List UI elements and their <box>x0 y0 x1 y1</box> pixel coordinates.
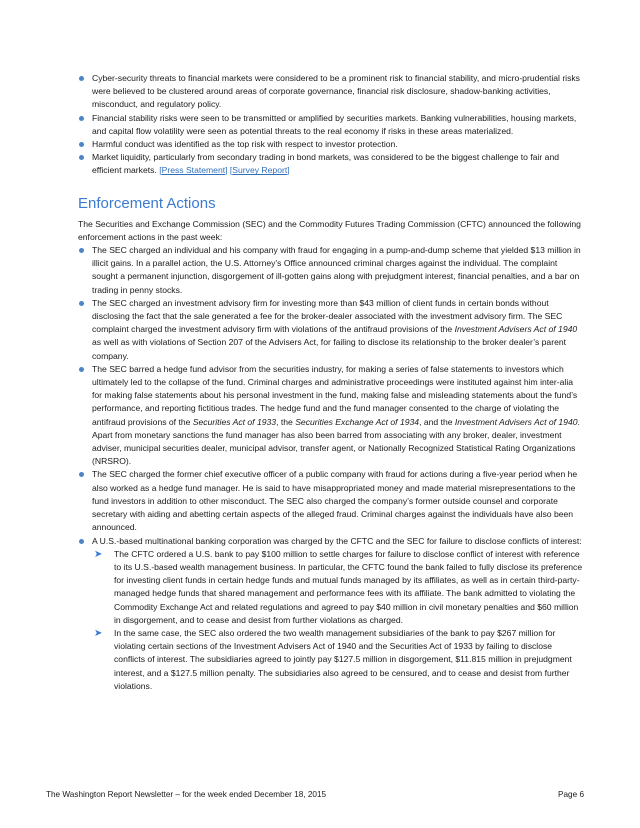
list-item <box>78 468 584 534</box>
bullet-text: Financial stability risks were seen to be transmitted or amplified by securities markets. Banking vulnerabilities, housing markets, and capital flow volatility were seen as potential threats to the real economy if risks in these areas materialized. <box>92 112 577 136</box>
page-footer <box>46 790 584 799</box>
list-item <box>78 112 584 138</box>
bullet-text: Cyber-security threats to financial markets were considered to be a prominent risk to financial stability, and micro-prudential risks were believed to be clustered around areas of corporate governance, financial risk disclosure, shadow-banking activities, misconduct, and regulatory policy. <box>92 73 580 110</box>
bullet-icon <box>79 116 84 121</box>
separator-text: , and the <box>419 416 455 427</box>
sub-item-text: In the same case, the SEC also ordered the two wealth management subsidiaries of the bank to pay $267 million for violating certain sections of the Investment Advisers Act of 1940 and the Securities Act of 1933 by failing to disclose conflicts of interest. The subsidiaries agreed to jointly pay $127.5 million in disgorgement, $11.815 million in prejudgment interest, and a $127.5 million penalty. The subsidiaries also agreed to be censured, and to cease and desist from further violations. <box>114 627 572 691</box>
arrow-bullet-icon: ➤ <box>94 548 103 560</box>
sub-list-item <box>92 548 584 627</box>
bullet-icon <box>79 539 84 544</box>
bullet-text: The SEC charged an investment advisory firm for investing more than $43 million of client funds in certain bonds without disclosing the fact that the sale generated a fee for the broker-dealer associated with the investment advisory firm. The SEC complaint charged the investment advisory firm with violations of the antifraud provisions of the <box>92 297 563 335</box>
bullet-text: The SEC barred a hedge fund advisor from the securities industry, for making a series of false statements to investors which ultimately led to the collapse of the fund. Criminal charges and administrative proceedings were instituted against him inter-alia for making false statements about his personal investment in the fund, making false and misleading statements about the fund’s performance, and reporting fictitious trades. The hedge fund and the fund manager consented to the charge of violating the antifraud provisions of the <box>92 363 578 427</box>
bullet-icon <box>79 248 84 253</box>
bullet-text: The SEC charged an individual and his company with fraud for engaging in a pump-and-dump scheme that yielded $13 million in illicit gains. In a parallel action, the U.S. Attorney’s Office announced criminal charges against the individual. The complaint sought a permanent injunction, disgorgement of ill-gotten gains along with prejudgment interest, financial penalties, and a bar on trading in penny stocks. <box>92 245 581 295</box>
act-name: Securities Act of 1933 <box>192 416 277 427</box>
list-item <box>78 138 584 151</box>
bullet-icon <box>79 142 84 147</box>
list-item <box>78 151 584 177</box>
bullet-text: The SEC charged the former chief executive officer of a public company with fraud for actions during a five-year period when he also worked as a hedge fund manager. He is said to have misappropriated money and made material misrepresentations to the fund investors in addition to other misconduct. The SEC also charged the company’s former outside counsel and corporate secretary with aiding and abetting certain aspects of the alleged fraud. Criminal charges against the individuals have also been announced. <box>92 469 578 533</box>
enforcement-list <box>78 244 584 693</box>
list-item <box>78 72 584 112</box>
section-intro: The Securities and Exchange Commission (SEC) and the Commodity Futures Trading Commission (CFTC) announced the following enforcement actions in the past week: <box>78 218 581 242</box>
footer-title: The Washington Report Newsletter – for the week ended December 18, 2015 <box>46 790 327 799</box>
top-bullet-list <box>78 72 584 178</box>
bullet-text: A U.S.-based multinational banking corporation was charged by the CFTC and the SEC for failure to disclose conflicts of interest: <box>92 535 582 546</box>
bullet-text: as well as with violations of Section 207 of the Advisers Act, for failing to disclose its relationship to the broker dealer’s parent company. <box>92 337 567 361</box>
section-heading: Enforcement Actions <box>78 194 216 212</box>
act-name: Securities Exchange Act of 1934 <box>295 416 420 427</box>
bullet-icon <box>79 301 84 306</box>
bullet-icon <box>79 472 84 477</box>
list-item <box>78 363 584 469</box>
page-number: Page 6 <box>558 790 584 799</box>
bullet-icon <box>79 155 84 160</box>
page-content <box>78 72 584 693</box>
act-name: Investment Advisers Act of 1940 <box>454 416 578 427</box>
bullet-text: Market liquidity, particularly from secondary trading in bond markets, was considered to be the biggest challenge to fair and efficient markets. <box>92 152 560 176</box>
list-item <box>78 244 584 297</box>
arrow-bullet-icon: ➤ <box>94 627 103 639</box>
list-item <box>78 535 584 693</box>
survey-report-link[interactable]: [Survey Report] <box>229 165 290 176</box>
sub-list-item <box>92 627 584 693</box>
list-item <box>78 297 584 363</box>
separator-text: , the <box>276 416 296 427</box>
act-name: Investment Advisers Act of 1940 <box>454 324 578 335</box>
bullet-text: . Apart from monetary sanctions the fund manager has also been barred from associating with any broker, dealer, investment adviser, municipal securities dealer, municipal advisor, transfer agent, or Nationally Recognized Statistical Rating Organizations (NRSRO). <box>92 416 580 467</box>
press-statement-link[interactable]: [Press Statement] <box>159 165 228 176</box>
sub-list <box>92 548 584 693</box>
bullet-text: Harmful conduct was identified as the top risk with respect to investor protection. <box>92 139 398 150</box>
bullet-icon <box>79 367 84 372</box>
bullet-icon <box>79 76 84 81</box>
sub-item-text: The CFTC ordered a U.S. bank to pay $100 million to settle charges for failure to disclose conflict of interest with reference to its U.S.-based wealth management business. In particular, the CFTC found the bank failed to fully disclose its preference for investing client funds in certain hedge funds and mutual funds managed by its affiliates, as well as in certain third-party-managed hedge funds that shared management and performance fees with its affiliate. The bank admitted to violating the Commodity Exchange Act and related regulations and agreed to pay $40 million in civil monetary penalties and $60 million in disgorgement, and to cease and desist from further violations as charged. <box>114 548 583 625</box>
